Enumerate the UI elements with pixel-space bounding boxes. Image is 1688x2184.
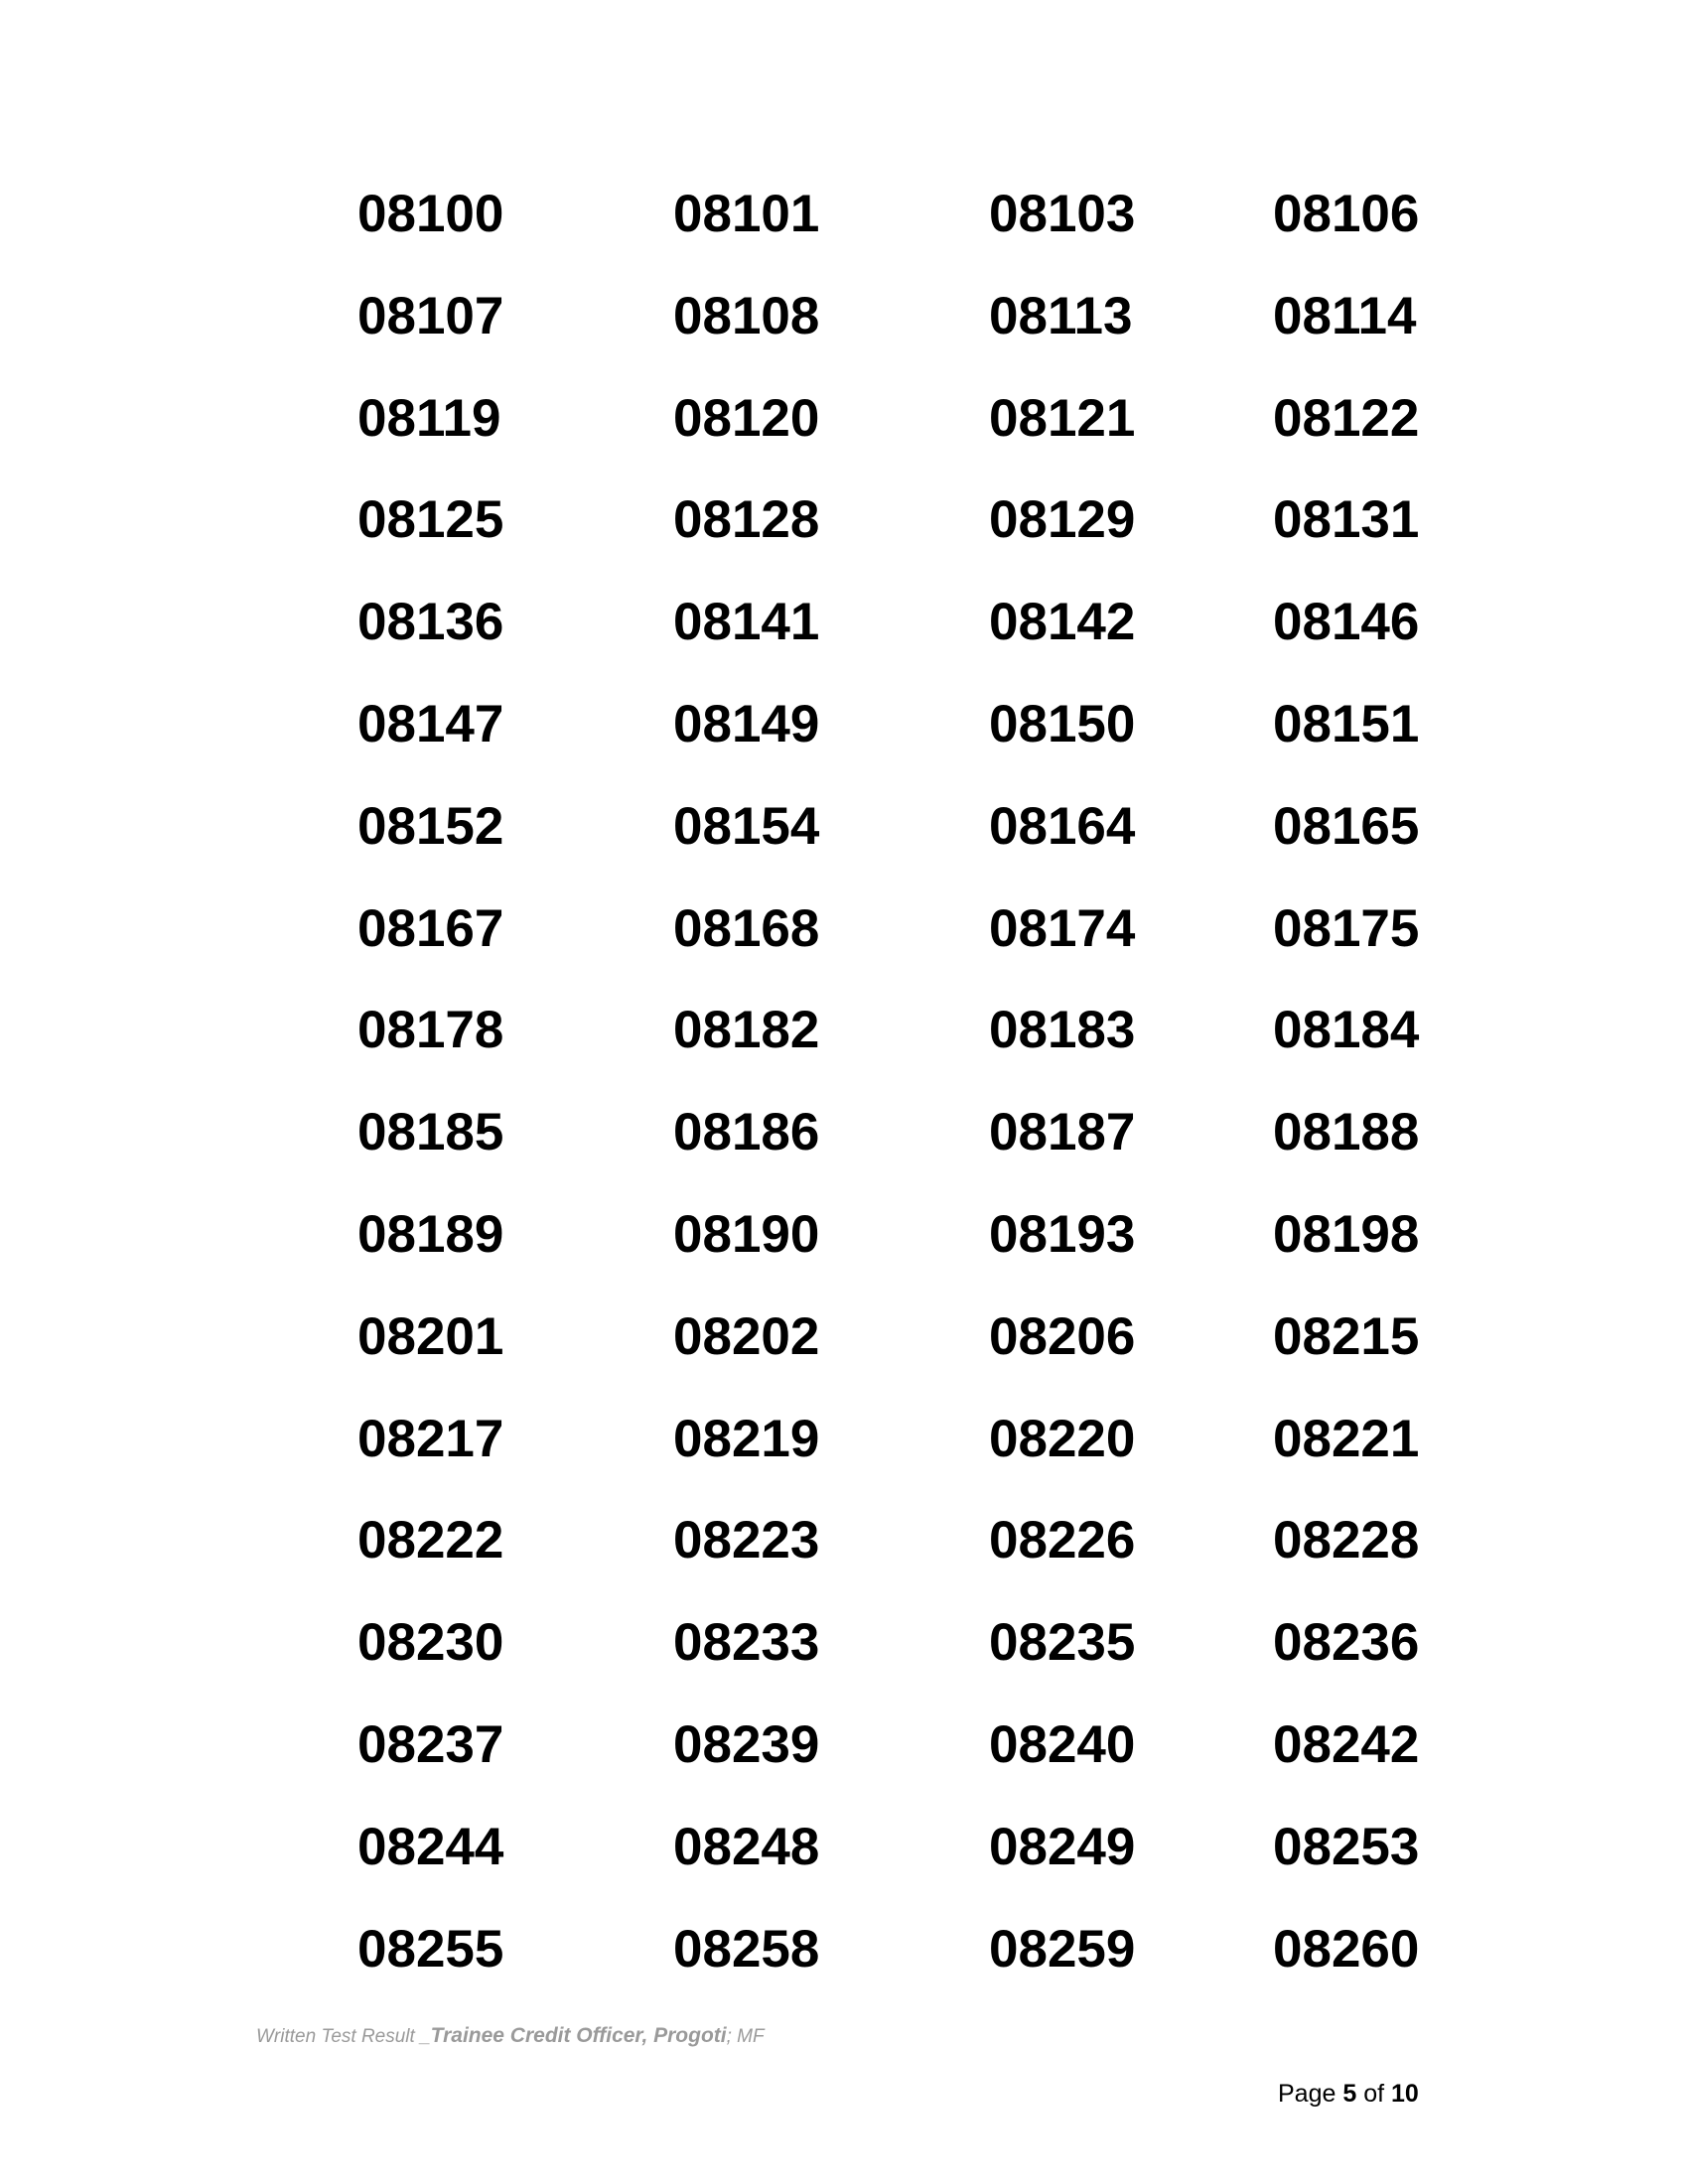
roll-number-grid bbox=[357, 184, 1450, 2020]
roll-number: 08165 bbox=[1273, 796, 1420, 856]
page-current: 5 bbox=[1342, 2080, 1357, 2108]
roll-number: 08233 bbox=[673, 1613, 820, 1673]
roll-number: 08175 bbox=[1273, 898, 1420, 958]
roll-number: 08183 bbox=[989, 1001, 1136, 1060]
roll-number: 08219 bbox=[673, 1409, 820, 1468]
roll-number: 08260 bbox=[1273, 1919, 1420, 1979]
roll-number: 08236 bbox=[1273, 1613, 1420, 1673]
roll-number: 08253 bbox=[1273, 1817, 1420, 1876]
roll-number: 08202 bbox=[673, 1306, 820, 1366]
footer-position: Trainee Credit Officer, Progoti bbox=[430, 2024, 727, 2047]
roll-number: 08258 bbox=[673, 1919, 820, 1979]
roll-number: 08255 bbox=[357, 1919, 504, 1979]
roll-number: 08185 bbox=[357, 1103, 504, 1162]
roll-number: 08178 bbox=[357, 1001, 504, 1060]
roll-number: 08114 bbox=[1273, 286, 1417, 345]
roll-number: 08113 bbox=[989, 286, 1133, 345]
roll-number: 08150 bbox=[989, 694, 1136, 753]
roll-number: 08221 bbox=[1273, 1409, 1420, 1468]
roll-number: 08237 bbox=[357, 1714, 504, 1774]
roll-number: 08164 bbox=[989, 796, 1136, 856]
roll-number: 08125 bbox=[357, 490, 504, 550]
roll-number: 08220 bbox=[989, 1409, 1136, 1468]
roll-number: 08136 bbox=[357, 593, 504, 652]
roll-number: 08129 bbox=[989, 490, 1136, 550]
page-of-label: of bbox=[1363, 2080, 1385, 2108]
roll-number: 08168 bbox=[673, 898, 820, 958]
roll-number: 08244 bbox=[357, 1817, 504, 1876]
roll-number: 08103 bbox=[989, 185, 1136, 243]
roll-number: 08201 bbox=[357, 1306, 504, 1366]
roll-number: 08242 bbox=[1273, 1714, 1420, 1774]
footer-note bbox=[256, 2024, 765, 2048]
roll-number: 08101 bbox=[673, 185, 820, 243]
roll-number: 08121 bbox=[989, 388, 1136, 448]
roll-number: 08182 bbox=[673, 1001, 820, 1060]
roll-number: 08142 bbox=[989, 593, 1136, 652]
page-label: Page bbox=[1278, 2080, 1336, 2108]
roll-number: 08128 bbox=[673, 490, 820, 550]
roll-number: 08149 bbox=[673, 694, 820, 753]
roll-number: 08167 bbox=[357, 898, 504, 958]
footer-prefix: Written Test Result _ bbox=[256, 2026, 431, 2047]
roll-number: 08249 bbox=[989, 1817, 1136, 1876]
roll-number: 08259 bbox=[989, 1919, 1136, 1979]
roll-number: 08230 bbox=[357, 1613, 504, 1673]
roll-number: 08239 bbox=[673, 1714, 820, 1774]
roll-number: 08186 bbox=[673, 1103, 820, 1162]
roll-number: 08228 bbox=[1273, 1511, 1420, 1570]
roll-number: 08240 bbox=[989, 1714, 1136, 1774]
roll-number: 08152 bbox=[357, 796, 504, 856]
roll-number: 08120 bbox=[673, 388, 820, 448]
roll-number: 08198 bbox=[1273, 1204, 1420, 1264]
roll-number: 08215 bbox=[1273, 1306, 1420, 1366]
page-number bbox=[1278, 2080, 1419, 2109]
roll-number: 08107 bbox=[357, 286, 504, 345]
roll-number: 08122 bbox=[1273, 388, 1420, 448]
roll-number: 08222 bbox=[357, 1511, 504, 1570]
roll-number: 08235 bbox=[989, 1613, 1136, 1673]
roll-number: 08141 bbox=[673, 593, 820, 652]
roll-number: 08206 bbox=[989, 1306, 1136, 1366]
roll-number: 08248 bbox=[673, 1817, 820, 1876]
roll-number: 08184 bbox=[1273, 1001, 1420, 1060]
page-total: 10 bbox=[1391, 2080, 1419, 2108]
roll-number: 08174 bbox=[989, 898, 1136, 958]
roll-number: 08119 bbox=[357, 388, 501, 448]
roll-number: 08226 bbox=[989, 1511, 1136, 1570]
roll-number: 08106 bbox=[1273, 185, 1420, 243]
roll-number: 08100 bbox=[357, 185, 504, 243]
roll-number: 08131 bbox=[1273, 490, 1420, 550]
roll-number: 08146 bbox=[1273, 593, 1420, 652]
roll-number: 08147 bbox=[357, 694, 504, 753]
roll-number: 08190 bbox=[673, 1204, 820, 1264]
roll-number: 08189 bbox=[357, 1204, 504, 1264]
roll-number: 08108 bbox=[673, 286, 820, 345]
roll-number: 08151 bbox=[1273, 694, 1420, 753]
roll-number: 08187 bbox=[989, 1103, 1136, 1162]
footer-suffix: ; MF bbox=[726, 2026, 765, 2047]
roll-number: 08154 bbox=[673, 796, 820, 856]
roll-number: 08217 bbox=[357, 1409, 504, 1468]
roll-number: 08223 bbox=[673, 1511, 820, 1570]
roll-number: 08188 bbox=[1273, 1103, 1420, 1162]
roll-number: 08193 bbox=[989, 1204, 1136, 1264]
